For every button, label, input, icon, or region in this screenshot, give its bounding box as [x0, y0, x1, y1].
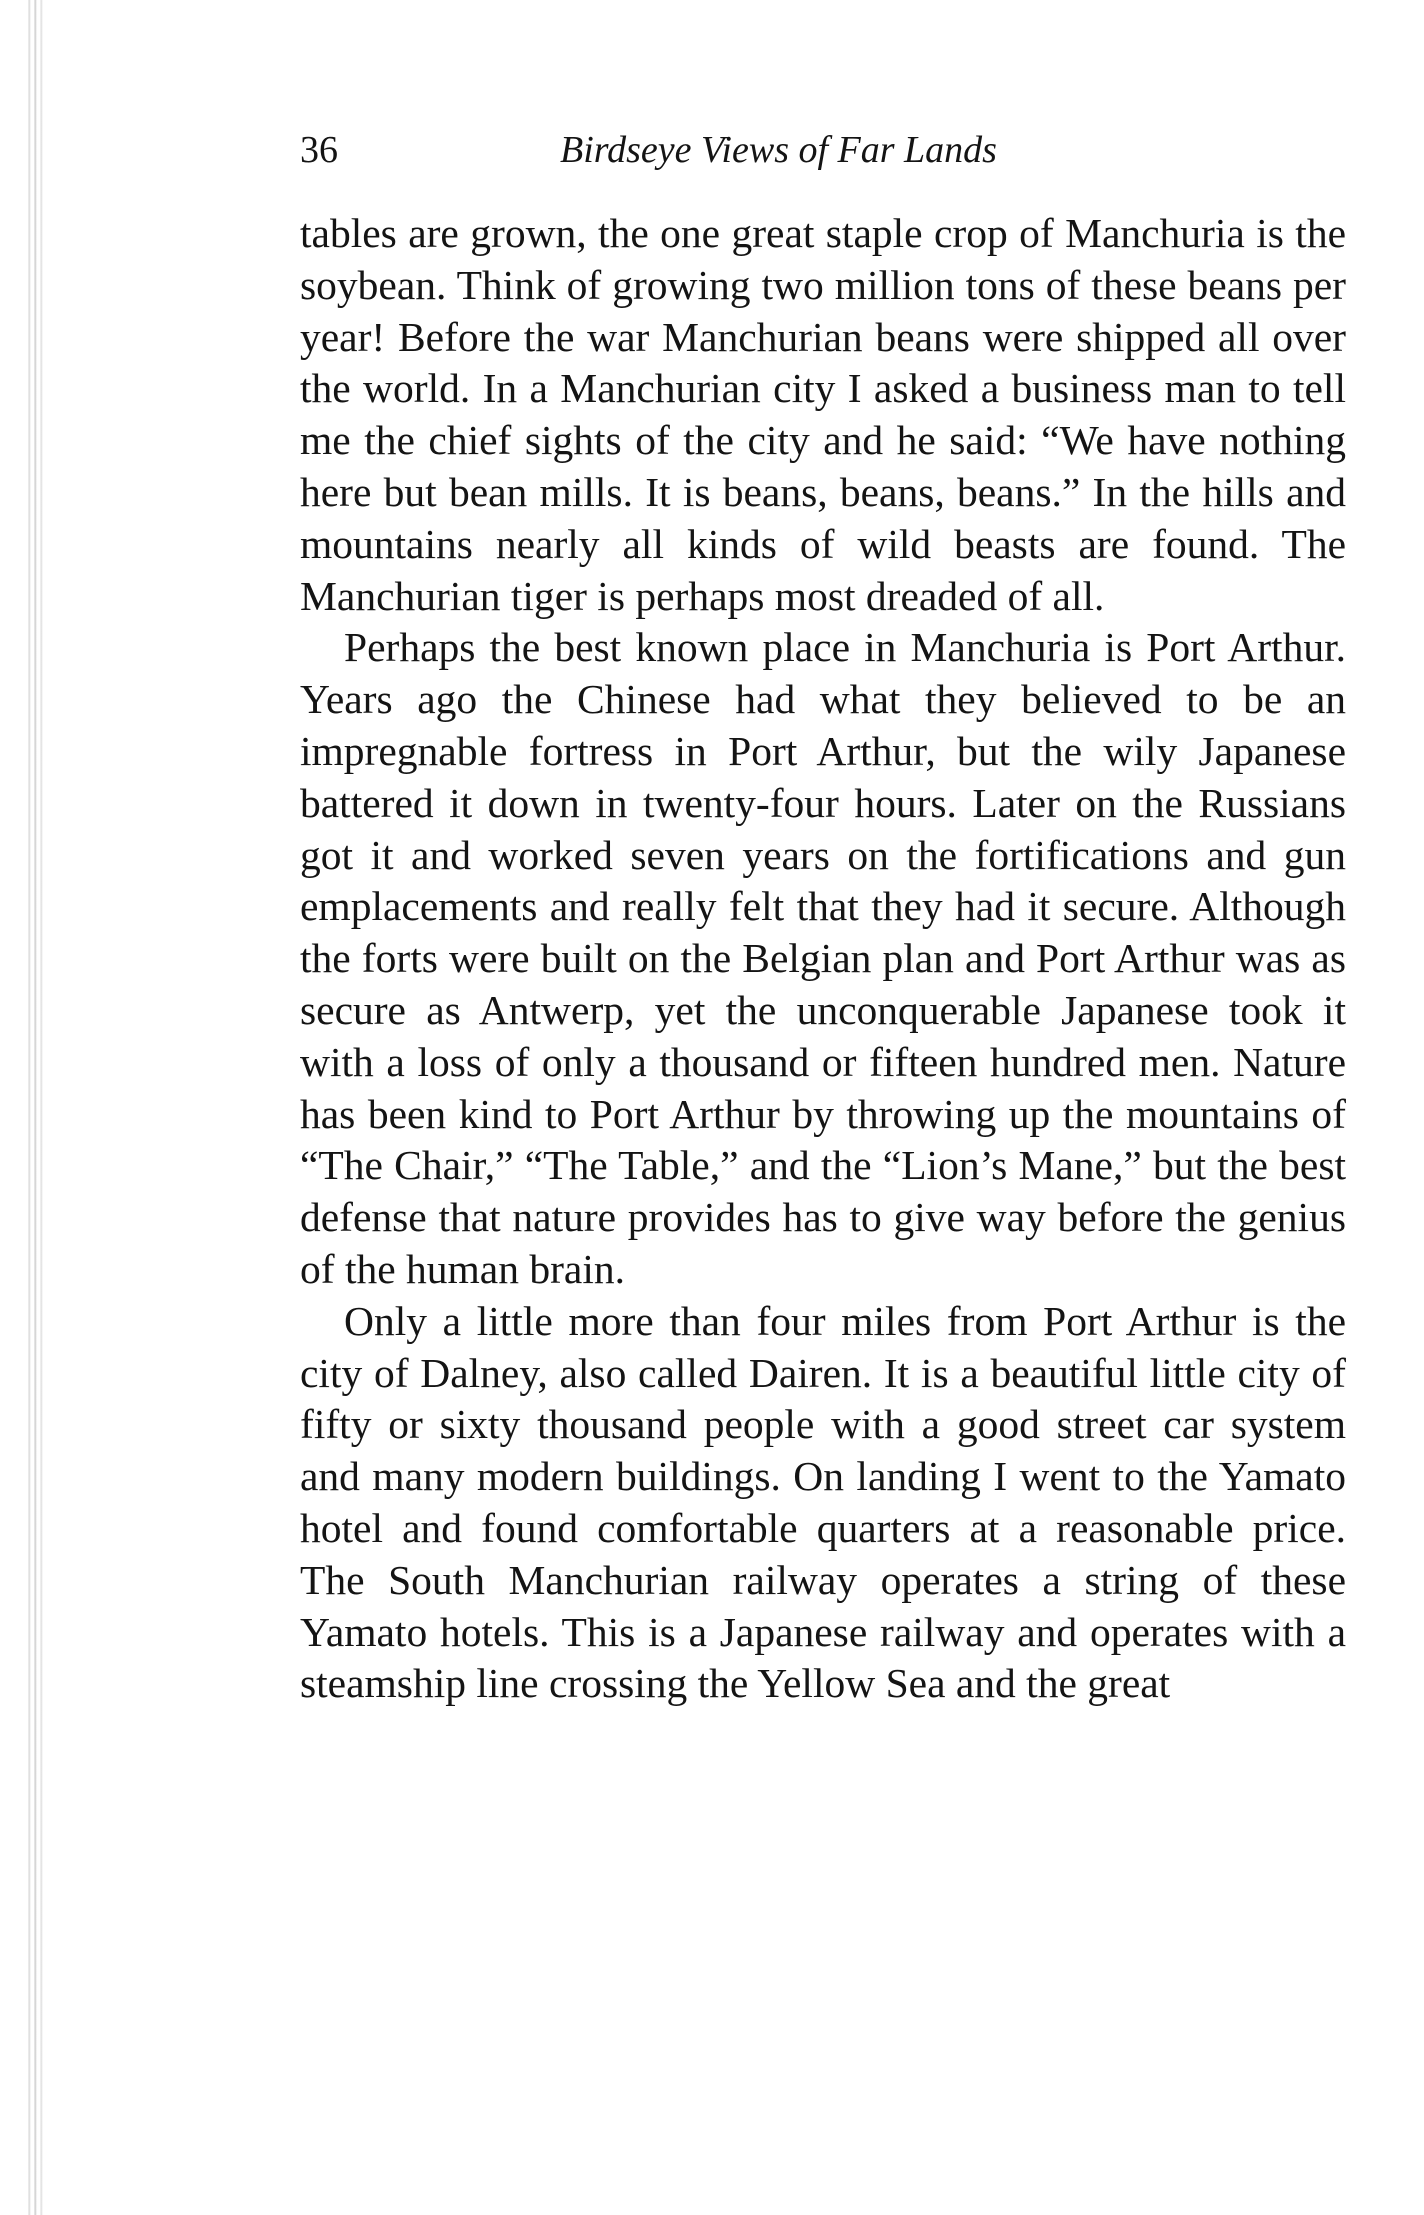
page-number: 36: [300, 129, 338, 171]
book-title: Birdseye Views of Far Lands: [560, 129, 997, 171]
paragraph-dalney: Only a little more than four miles from Port Arthur is the city of Dalney, also called Dairen. It is a beautiful little city of fifty or sixty thousand people with a good street car system and many modern buildings. On landing I went to the Yamato hotel and found comfortable quarters at a reasonable price. The South Manchurian railway operates a string of these Yamato hotels. This is a Japanese railway and operates with a steamship line crossing the Yellow Sea and the great: [300, 1297, 1346, 1707]
body-text: [300, 208, 1346, 1710]
paragraph-continuation: tables are grown, the one great staple crop of Manchuria is the soybean. Think of growing two million tons of these beans per year! Before the war Manchurian beans were shipped all over the world. In a Manchurian city I asked a business man to tell me the chief sights of the city and he said: “We have nothing here but bean mills. It is beans, beans, beans.” In the hills and mountains nearly all kinds of wild beasts are found. The Manchurian tiger is perhaps most dreaded of all.: [300, 210, 1346, 619]
running-head: [300, 120, 1346, 180]
page-binding-edge: [0, 0, 60, 2215]
paragraph-port-arthur: Perhaps the best known place in Manchuria is Port Arthur. Years ago the Chinese had what they believed to be an impregnable fortress in Port Arthur, but the wily Japanese battered it down in twenty-four hours. Later on the Russians got it and worked seven years on the fortifications and gun emplacements and really felt that they had it secure. Although the forts were built on the Belgian plan and Port Arthur was as secure as Antwerp, yet the unconquerable Japanese took it with a loss of only a thousand or fifteen hundred men. Nature has been kind to Port Arthur by throwing up the mountains of “The Chair,” “The Table,” and the “Lion’s Mane,” but the best defense that nature provides has to give way before the genius of the human brain.: [300, 624, 1346, 1292]
book-page: [300, 120, 1346, 1710]
